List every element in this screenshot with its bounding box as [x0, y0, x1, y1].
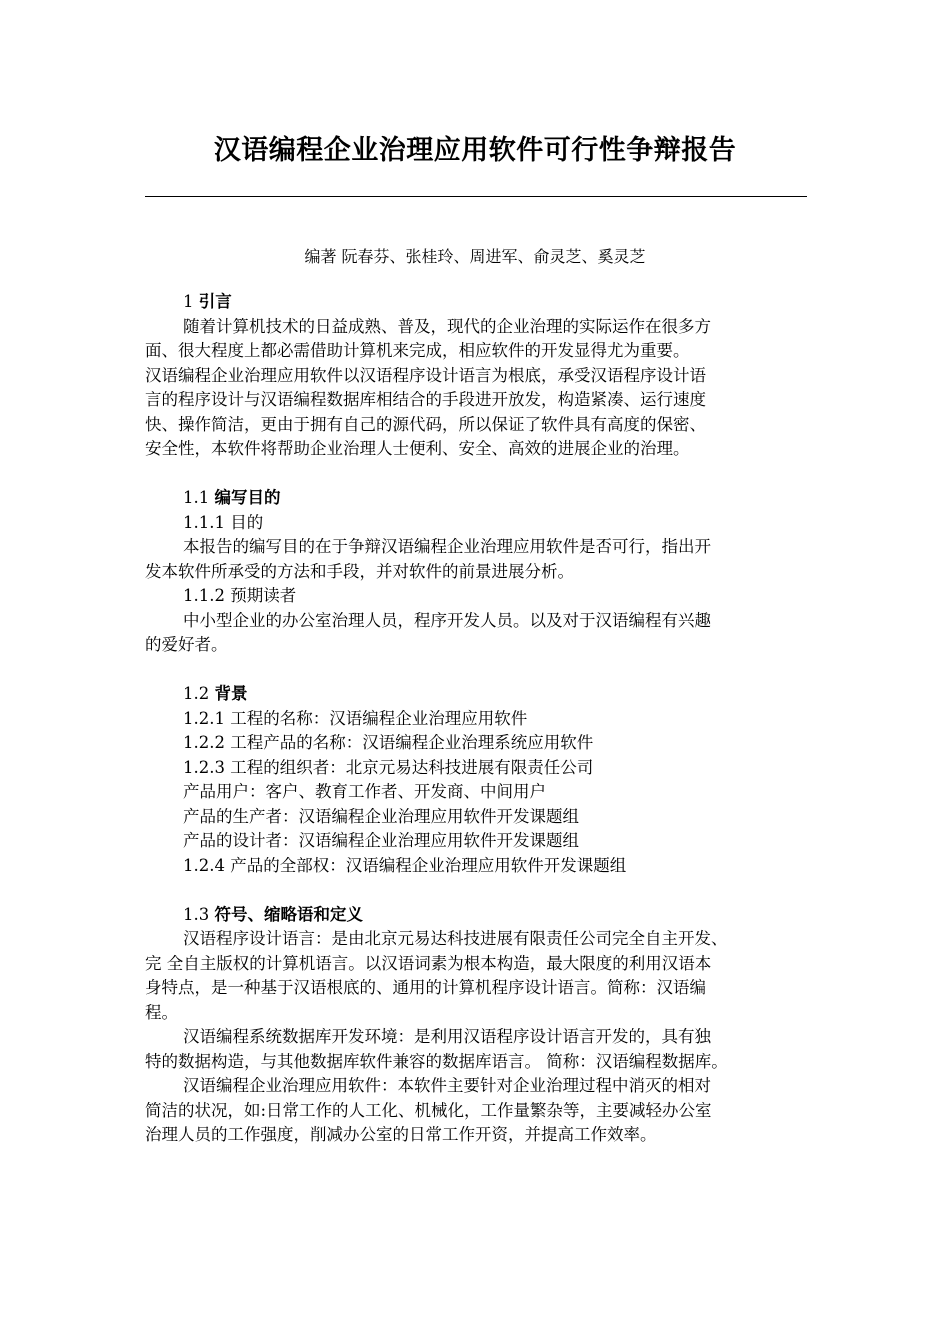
section-heading-1	[145, 290, 807, 315]
spacer	[145, 462, 807, 487]
background-item: 1.2.3 工程的组织者：北京元易达科技进展有限责任公司	[183, 757, 594, 777]
background-item: 产品用户：客户、教育工作者、开发商、中间用户	[183, 782, 546, 801]
paragraph-line: 治理人员的工作强度，削减办公室的日常工作开资，并提高工作效率。	[145, 1125, 657, 1144]
spacer	[145, 878, 807, 903]
background-item: 产品的生产者：汉语编程企业治理应用软件开发课题组	[183, 806, 579, 826]
paragraph-line: 言的程序设计与汉语编程数据库相结合的手段进开放发，构造紧凑、运行速度	[145, 390, 706, 409]
section-title: 背景	[214, 684, 248, 703]
paragraph-line: 程。	[145, 1002, 178, 1022]
background-item: 1.2.2 工程产品的名称：汉语编程企业治理系统应用软件	[183, 733, 594, 752]
title-divider	[145, 196, 807, 197]
paragraph-line: 快、操作简洁，更由于拥有自己的源代码，所以保证了软件具有高度的保密、	[145, 414, 706, 434]
paragraph-line: 随着计算机技术的日益成熟、普及，现代的企业治理的实际运作在很多方	[183, 316, 711, 336]
paragraph-line: 汉语编程系统数据库开发环境：是利用汉语程序设计语言开发的，具有独	[183, 1027, 711, 1046]
paragraph-line: 简洁的状况，如:日常工作的人工化、机械化，工作量繁杂等，主要减轻办公室	[145, 1100, 712, 1120]
document-body	[145, 290, 807, 1148]
background-item: 1.2.1 工程的名称：汉语编程企业治理应用软件	[183, 708, 528, 728]
background-item: 产品的设计者：汉语编程企业治理应用软件开发课题组	[183, 831, 579, 850]
paragraph-line: 本报告的编写目的在于争辩汉语编程企业治理应用软件是否可行，指出开	[183, 537, 711, 556]
paragraph-line: 发本软件所承受的方法和手段，并对软件的前景进展分析。	[145, 561, 574, 581]
section-title: 编写目的	[214, 488, 281, 507]
paragraph-line: 安全性，本软件将帮助企业治理人士便利、安全、高效的进展企业的治理。	[145, 439, 690, 458]
paragraph-line: 面、很大程度上都必需借助计算机来完成，相应软件的开发显得尤为重要。	[145, 341, 690, 360]
paragraph-line: 特的数据构造，与其他数据库软件兼容的数据库语言。 简称：汉语编程数据库。	[145, 1051, 728, 1071]
document-title: 汉语编程企业治理应用软件可行性争辩报告	[213, 135, 737, 166]
authors-line: 编著 阮春芬、张桂玲、周进军、俞灵芝、奚灵芝	[304, 247, 646, 266]
section-title: 符号、缩略语和定义	[214, 904, 363, 924]
paragraph-line: 汉语编程企业治理应用软件以汉语程序设计语言为根底，承受汉语程序设计语	[145, 365, 706, 385]
section-heading-1-2	[145, 682, 807, 707]
section-number: 1	[183, 292, 199, 311]
section-number: 1.3	[183, 904, 215, 924]
subsection-heading-1-1-1: 1.1.1 目的	[183, 512, 264, 532]
paragraph-line: 的爱好者。	[145, 635, 228, 654]
paragraph-line: 中小型企业的办公室治理人员，程序开发人员。以及对于汉语编程有兴趣	[183, 610, 711, 630]
paragraph-line: 汉语编程企业治理应用软件：本软件主要针对企业治理过程中消灭的相对	[183, 1076, 711, 1095]
paragraph-line: 汉语程序设计语言：是由北京元易达科技进展有限责任公司完全自主开发、	[183, 929, 728, 948]
paragraph-line: 身特点，是一种基于汉语根底的、通用的计算机程序设计语言。简称：汉语编	[145, 978, 706, 997]
section-heading-1-3	[145, 903, 807, 928]
section-heading-1-1	[145, 486, 807, 511]
section-number: 1.1	[183, 488, 215, 507]
section-title: 引言	[198, 292, 232, 311]
spacer	[145, 658, 807, 683]
section-number: 1.2	[183, 684, 215, 703]
paragraph-line: 完 全自主版权的计算机语言。以汉语词素为根本构造，最大限度的利用汉语本	[145, 953, 712, 973]
background-item: 1.2.4 产品的全部权：汉语编程企业治理应用软件开发课题组	[183, 855, 627, 875]
subsection-heading-1-1-2: 1.1.2 预期读者	[183, 586, 297, 605]
